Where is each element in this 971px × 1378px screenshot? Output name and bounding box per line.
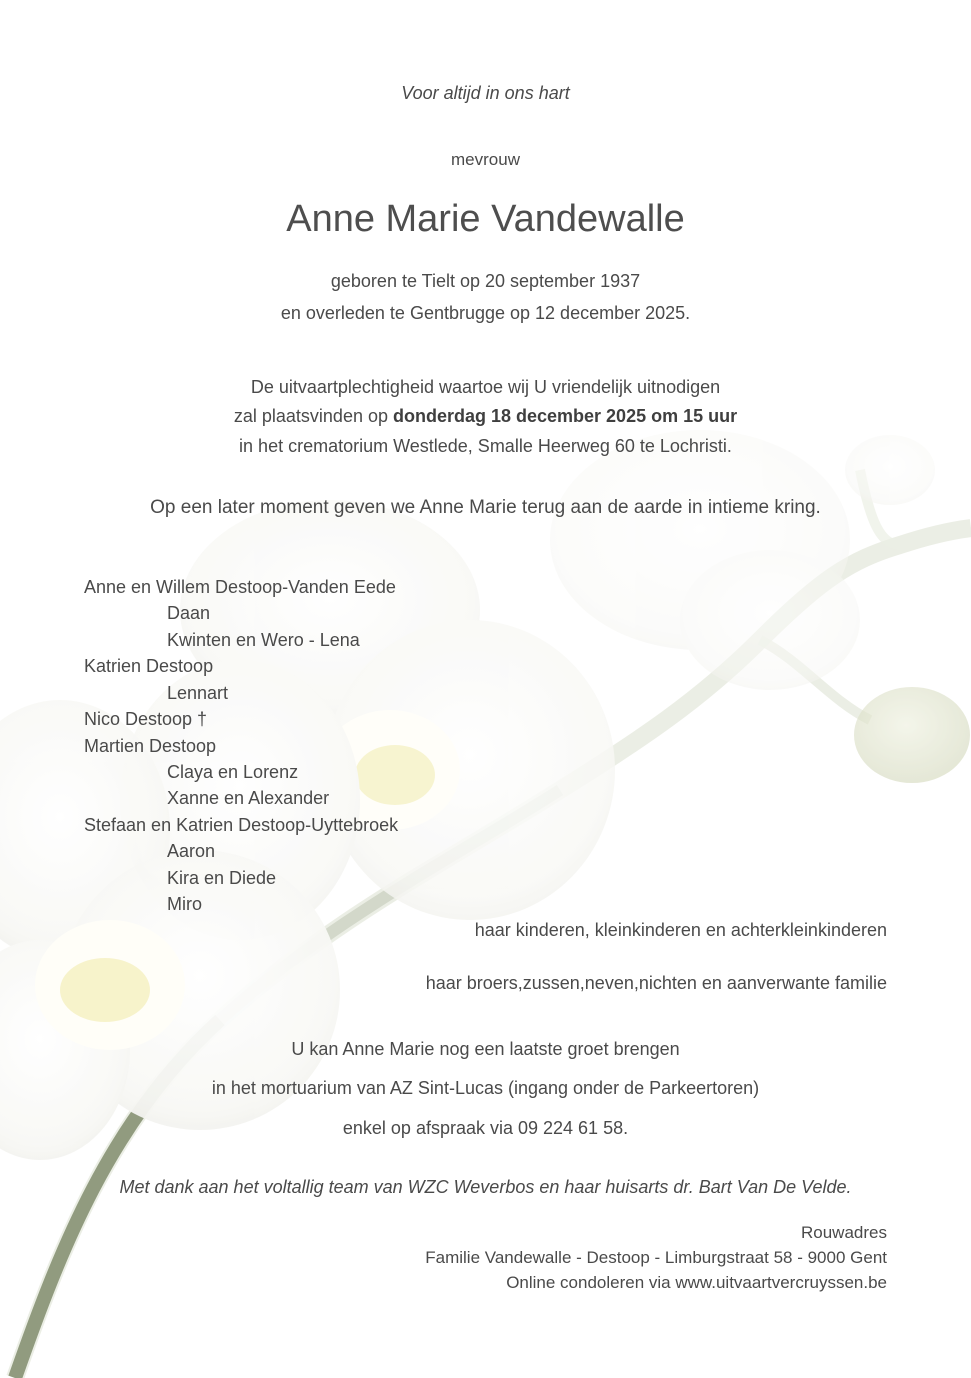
later-note: Op een later moment geven we Anne Marie terug aan de aarde in intieme kring. xyxy=(150,497,821,518)
family-member: Kira en Diede xyxy=(167,868,277,888)
thanks-note: Met dank aan het voltallig team van WZC Weverbos en haar huisarts dr. Bart Van De Velde. xyxy=(119,1177,852,1197)
motto: Voor altijd in ons hart xyxy=(401,83,570,103)
visit-line-3: enkel op afspraak via 09 224 61 58. xyxy=(342,1118,629,1138)
visit-line-1: U kan Anne Marie nog een laatste groet brengen xyxy=(291,1039,680,1059)
family-member: Lennart xyxy=(167,683,229,703)
ceremony-date-time: donderdag 18 december 2025 om 15 uur xyxy=(392,406,738,426)
family-member: Katrien Destoop xyxy=(84,656,214,676)
ceremony-line-1: De uitvaartplechtigheid waartoe wij U vriendelijk uitnodigen xyxy=(250,377,721,397)
family-member: Daan xyxy=(167,603,211,623)
footer-address: Familie Vandewalle - Destoop - Limburgstraat 58 - 9000 Gent xyxy=(425,1248,887,1267)
family-member: Xanne en Alexander xyxy=(167,788,330,808)
salutation: mevrouw xyxy=(451,150,520,169)
relations-siblings: haar broers,zussen,neven,nichten en aanverwante familie xyxy=(425,973,887,993)
death-line: en overleden te Gentbrugge op 12 december 2025. xyxy=(280,303,691,323)
family-member: Aaron xyxy=(167,841,216,861)
family-member: Claya en Lorenz xyxy=(167,762,299,782)
family-member: Nico Destoop † xyxy=(84,709,208,729)
visit-line-2: in het mortuarium van AZ Sint-Lucas (ingang onder de Parkeertoren) xyxy=(211,1078,760,1098)
ceremony-line-2 xyxy=(0,406,971,427)
ceremony-line-2-prefix: zal plaatsvinden op xyxy=(233,406,393,426)
family-member: Miro xyxy=(167,894,202,914)
deceased-name: Anne Marie Vandewalle xyxy=(286,198,685,240)
family-member: Stefaan en Katrien Destoop-Uyttebroek xyxy=(84,815,399,835)
family-member: Kwinten en Wero - Lena xyxy=(167,630,360,650)
family-member: Anne en Willem Destoop-Vanden Eede xyxy=(84,577,396,597)
family-member: Martien Destoop xyxy=(84,736,217,756)
footer-label: Rouwadres xyxy=(801,1223,887,1242)
birth-line: geboren te Tielt op 20 september 1937 xyxy=(330,271,641,291)
ceremony-line-3: in het crematorium Westlede, Smalle Heerweg 60 te Lochristi. xyxy=(239,436,732,456)
footer-online-link[interactable]: Online condoleren via www.uitvaartvercruyssen.be xyxy=(506,1273,887,1292)
relations-children: haar kinderen, kleinkinderen en achterkleinkinderen xyxy=(474,920,887,940)
